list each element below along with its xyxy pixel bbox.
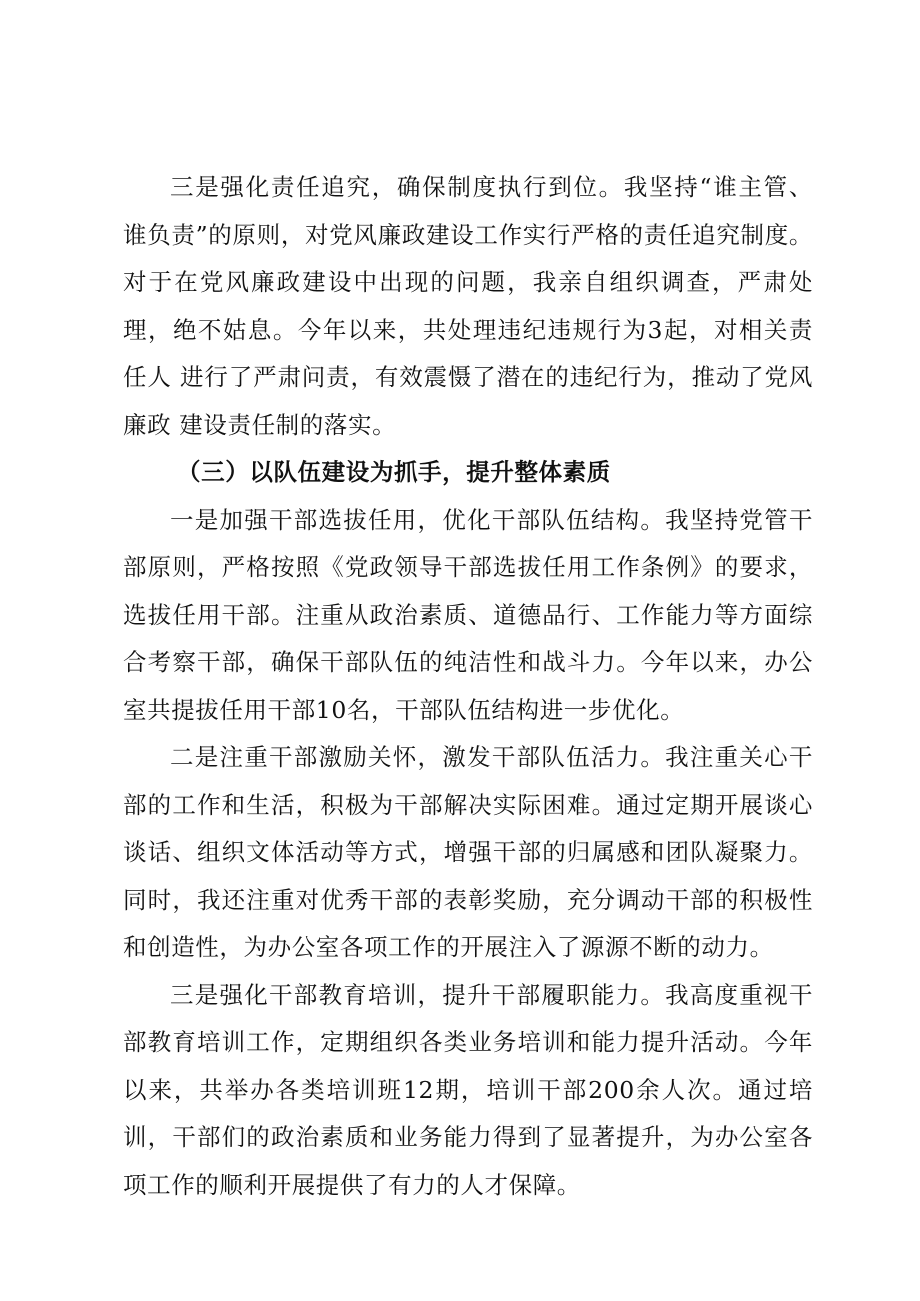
paragraph-cadre-training: 三是强化干部教育培训，提升干部履职能力。我高度重视干 部教育培训工作，定期组织各类业务培训和能力提升活动。今年 以来，共举办各类培训班12期，培训干部200余人次。通过培 训，干部们的政治素质和业务能力得到了显著提升，为办公室各 项工作的顺利开展提供了有力的人才保障。: [123, 980, 813, 1199]
document-body: [123, 164, 813, 1209]
paragraph-responsibility-accountability: 三是强化责任追究，确保制度执行到位。我坚持“谁主管、 谁负责”的原则，对党风廉政建设工作实行严格的责任追究制度。 对于在党风廉政建设中出现的问题，我亲自组织调查，严肃处理，绝不姑息。今年以来，共处理违纪违规行为3起，对相关责任人 进行了严肃问责，有效震慑了潜在的违纪行为，推动了党风廉政 建设责任制的落实。: [123, 173, 813, 439]
paragraph-cadre-motivation: 二是注重干部激励关怀，激发干部队伍活力。我注重关心干 部的工作和生活，积极为干部解决实际困难。通过定期开展谈心 谈话、组织文体活动等方式，增强干部的归属感和团队凝聚力。 同时，我还注重对优秀干部的表彰奖励，充分调动干部的积极性 和创造性，为办公室各项工作的开展注入了源源不断的动力。: [123, 743, 813, 961]
section-heading-team-building: （三）以队伍建设为抓手，提升整体素质: [177, 458, 611, 486]
paragraph-cadre-selection: 一是加强干部选拔任用，优化干部队伍结构。我坚持党管干 部原则，严格按照《党政领导干部选拔任用工作条例》的要求， 选拔任用干部。注重从政治素质、道德品行、工作能力等方面综 合考察干部，确保干部队伍的纯洁性和战斗力。今年以来，办公 室共提拔任用干部10名，干部队伍结构进一步优化。: [123, 505, 813, 724]
